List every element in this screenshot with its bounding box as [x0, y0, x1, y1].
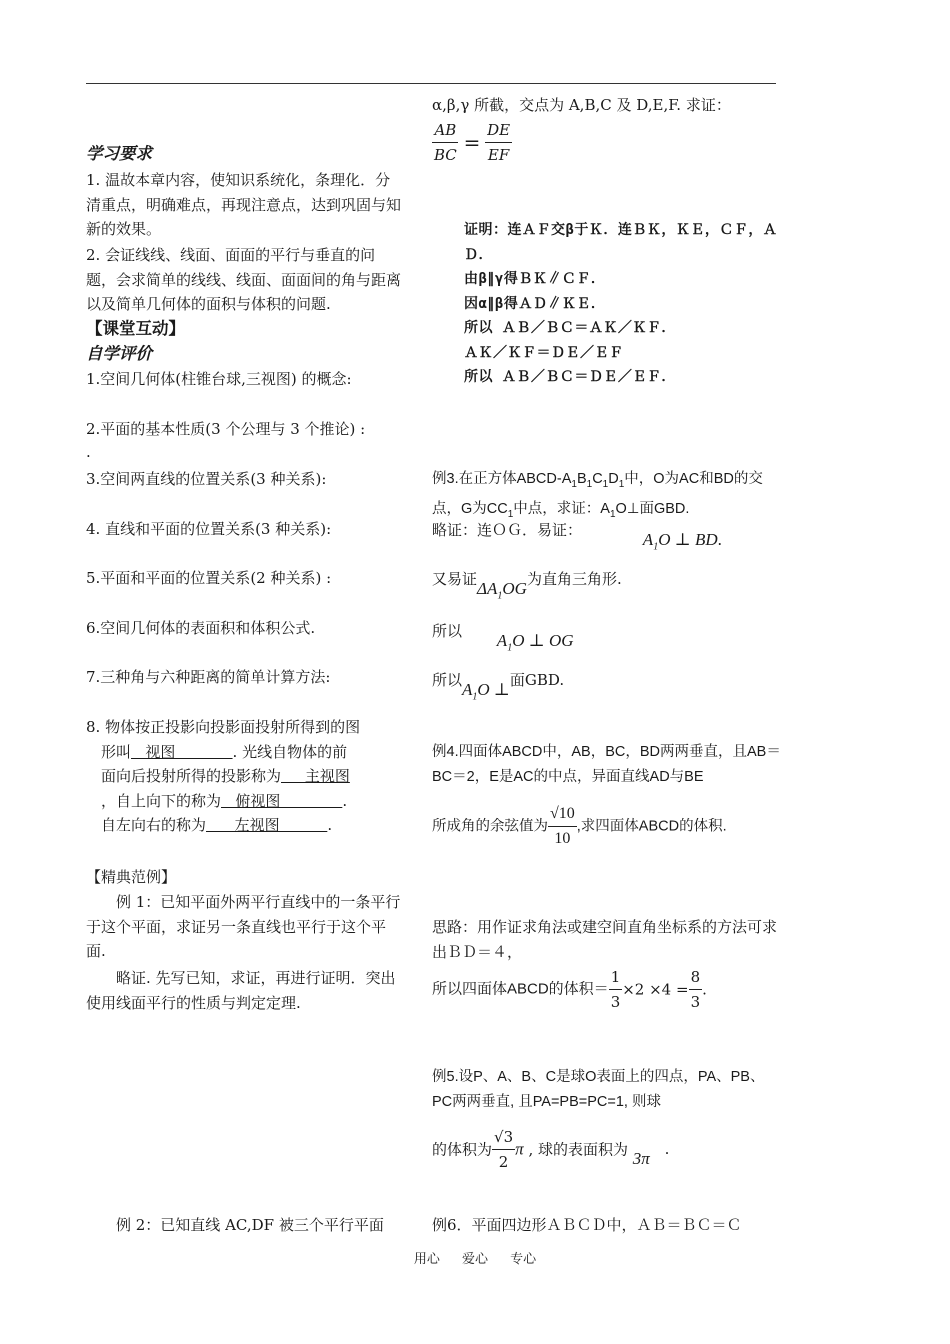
formula-a1o-perp-og: [496, 631, 574, 654]
example-1-proof: 略证. 先写已知，求证，再进行证明．突出使用线面平行的性质与判定定理.: [86, 969, 396, 1012]
q8-text: . 光线自物体的前: [232, 742, 348, 761]
formula-a1o-perp: [462, 680, 510, 703]
ex3-text: 中点，求证：A: [513, 501, 610, 518]
proof-line-4: 所以 ＡＢ／ＢＣ＝ＡＫ／ＫＦ．: [464, 320, 676, 336]
ex3-text: B: [576, 471, 587, 487]
requirement-2: 2. 会证线线、线面、面面的平行与垂直的问题，会求简单的线线、线面、面面间的角与距离以及简单几何体的面积与体积的问题.: [86, 246, 402, 313]
example-2-equation: [432, 118, 782, 167]
ex3-text: C: [592, 471, 603, 487]
math-part: A: [496, 631, 508, 650]
formula-a1o-perp-bd: [642, 530, 722, 553]
example-1: 例 1：已知平面外两平行直线中的一条平行于这个平面，求证另一条直线也平行于这个平面.: [86, 893, 401, 960]
example-4-volume: [432, 965, 782, 1014]
formula-triangle-a1og: [477, 579, 527, 602]
question-2: 2.平面的基本性质(3 个公理与 3 个推论) :: [86, 420, 366, 438]
example-5: 例5.设P、A、B、C是球O表面上的四点，PA、PB、PC两两垂直, 且PA=PB=PC=1, 则球: [432, 1069, 765, 1110]
proof-line-3: 因α∥β得ＡＤ∥ＫＥ．: [464, 295, 606, 312]
question-4: 4. 直线和平面的位置关系(3 种关系):: [86, 520, 332, 538]
examples-heading: 【精典范例】: [86, 868, 177, 886]
ex5-text: .: [664, 1140, 670, 1159]
subscript: 1: [507, 642, 513, 654]
q8-blank-4: 左视图: [206, 816, 328, 834]
fraction-one-third: [609, 965, 623, 1014]
math-part: O ⊥ OG: [512, 631, 574, 650]
step-text: 为直角三角形.: [526, 570, 622, 588]
question-1: 1.空间几何体(柱锥台球,三视图) 的概念:: [86, 370, 352, 388]
requirement-1: 1. 温故本章内容，使知识系统化，条理化．分清重点，明确难点，再现注意点，达到巩固与知新的效果。: [86, 171, 402, 238]
denominator: 3: [610, 993, 621, 1011]
step-text: 所以: [432, 622, 463, 640]
self-eval-heading: 自学评价: [86, 344, 152, 363]
denominator: EF: [487, 146, 510, 164]
q8-line-3: [86, 764, 404, 789]
example-6: 例6．平面四边形ＡＢＣＤ中，ＡＢ＝ＢＣ＝Ｃ: [432, 1216, 742, 1234]
step-text: 所以: [432, 671, 463, 689]
question-3: 3.空间两直线的位置关系(3 种关系):: [86, 470, 327, 488]
proof-line-1: 证明：连ＡＦ交β于Ｋ．连ＢＫ，ＫＥ，ＣＦ，ＡＤ．: [464, 222, 778, 263]
denominator: 2: [498, 1153, 509, 1171]
ex3-text: D: [608, 471, 619, 487]
fraction-sqrt10-10: [548, 802, 577, 851]
math-part: ΔA: [477, 579, 498, 598]
example-2-continued: α,β,γ 所截，交点为 A,B,C 及 D,E,F. 求证：: [432, 96, 731, 114]
subscript: 1: [609, 509, 616, 521]
ex3-step-2: [432, 567, 782, 602]
q8-text: .: [327, 816, 333, 834]
fraction-eight-thirds: [689, 965, 703, 1014]
question-2-dot: .: [86, 443, 91, 461]
q8-line-4: [86, 789, 404, 814]
step-text: 又易证: [432, 570, 478, 588]
ex4-text: 所成角的余弦值为: [432, 818, 548, 835]
example-4: 例4.四面体ABCD中，AB，BC，BD两两垂直，且AB＝BC＝2，E是AC的中点，异面直线AD与BE: [432, 744, 781, 785]
subscript: 1: [602, 478, 609, 490]
ex5-text: , 球的表面积为: [528, 1140, 628, 1159]
pi-symbol: π: [515, 1139, 524, 1159]
subscript: 1: [571, 478, 577, 490]
question-5: 5.平面和平面的位置关系(2 种关系) :: [86, 569, 332, 587]
q8-blank-3: 俯视图: [221, 791, 343, 810]
proof-block: [432, 218, 782, 390]
subscript: 1: [653, 541, 659, 553]
requirements-heading: 学习要求: [86, 144, 152, 163]
classroom-heading: 【课堂互动】: [86, 319, 185, 338]
subscript: 1: [497, 590, 503, 602]
math-part: OG: [502, 579, 527, 598]
example-2: 例 2：已知直线 AC,DF 被三个平行平面: [116, 1216, 384, 1234]
ex5-text: 的体积为: [432, 1140, 493, 1159]
numerator: DE: [485, 118, 512, 143]
numerator: AB: [432, 118, 458, 143]
denominator: 3: [690, 993, 701, 1011]
numerator: √10: [548, 802, 577, 827]
ex4-text: ×2 ×4 =: [622, 980, 689, 999]
math-part: .: [717, 530, 722, 549]
fraction-ab-bc: [432, 118, 459, 167]
ex3-step-3: [432, 619, 782, 654]
ex4-text: 所以四面体ABCD的体积＝: [432, 980, 609, 998]
ex3-text: 中，O为AC和BD的交点，G为CC: [432, 471, 763, 518]
question-8: [86, 715, 404, 838]
example-4-idea: 思路：用作证求角法或建空间直角坐标系的方法可求出ＢＤ＝４，: [432, 918, 778, 961]
math-part: A: [642, 530, 654, 549]
q8-text: 形叫: [101, 742, 132, 761]
q8-line-5: [86, 813, 404, 838]
surface-area-answer: 3π: [632, 1148, 650, 1168]
fraction-sqrt3-2: [492, 1125, 515, 1174]
subscript: 1: [507, 509, 514, 521]
q8-text: 面向后投射所得的投影称为: [101, 767, 282, 785]
q8-text: 自左向右的称为: [101, 816, 207, 834]
ex3-step-4: [432, 668, 782, 703]
step-text: 略证：连ＯＧ．易证：: [432, 521, 583, 539]
numerator: 1: [609, 965, 623, 990]
subscript: 1: [472, 691, 478, 703]
fraction-de-ef: [485, 118, 512, 167]
proof-line-5: ＡＫ／ＫＦ＝ＤＥ／ＥＦ: [464, 344, 624, 361]
ex3-text: O⊥面GBD.: [615, 501, 690, 518]
header-rule: [86, 83, 776, 84]
q8-line-2: [86, 740, 404, 765]
page-footer: 用心 爱心 专心: [413, 1252, 537, 1267]
example-4-cosine: [432, 802, 782, 851]
proof-line-2: 由β∥γ得ＢＫ∥ＣＦ．: [464, 271, 606, 287]
ex3-step-1: [432, 518, 782, 553]
ex4-text: .: [702, 980, 707, 999]
example-5-answers: [432, 1125, 782, 1174]
proof-line-6: 所以 ＡＢ／ＢＣ＝ＤＥ／ＥＦ．: [464, 369, 676, 385]
ex4-text: ,求四面体ABCD的体积.: [576, 818, 727, 835]
denominator: BC: [434, 146, 457, 164]
subscript: 1: [586, 478, 593, 490]
numerator: √3: [492, 1125, 515, 1150]
q8-text: .: [342, 791, 348, 810]
q8-text: ，自上向下的称为: [101, 791, 222, 810]
numerator: 8: [689, 965, 703, 990]
subscript: 1: [618, 478, 625, 490]
math-part: O ⊥: [477, 680, 510, 699]
denominator: 10: [554, 830, 571, 847]
equals-sign: =: [463, 130, 481, 155]
math-part: A: [462, 680, 473, 699]
q8-blank-1: 视图: [131, 742, 233, 761]
step-text: 面GBD.: [509, 671, 565, 689]
math-part: O ⊥ BD: [658, 530, 718, 549]
question-6: 6.空间几何体的表面积和体积公式.: [86, 619, 316, 637]
question-7: 7.三种角与六种距离的简单计算方法:: [86, 668, 331, 686]
q8-blank-2: 主视图: [281, 767, 350, 785]
q8-line-1: 8. 物体按正投影向投影面投射所得到的图: [86, 718, 361, 736]
ex3-text: 例3.在正方体ABCD-A: [432, 471, 572, 487]
